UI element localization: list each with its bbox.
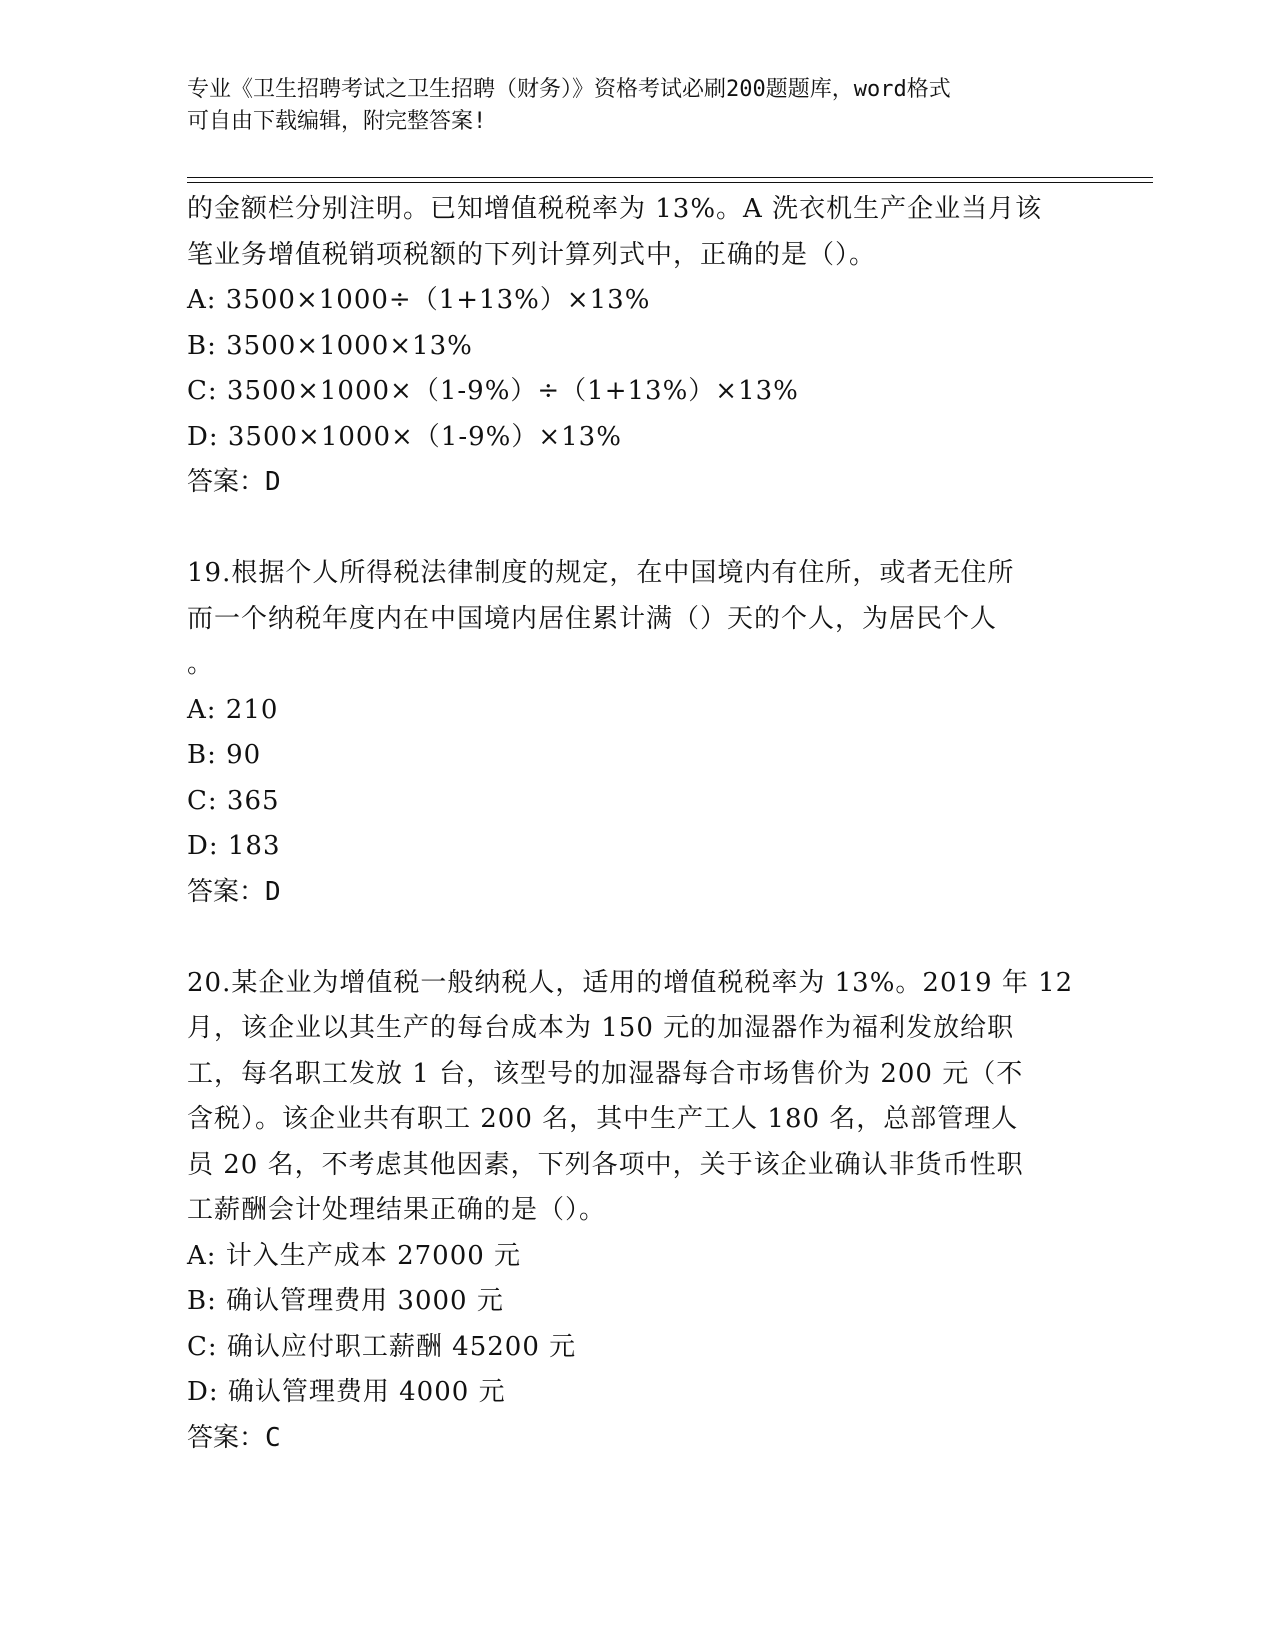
option-a: A: 3500×1000÷（1+13%）×13%: [187, 285, 651, 315]
option-c: C: 365: [187, 785, 280, 816]
question-20: [187, 961, 1087, 1462]
question-stem-line: 员 20 名，不考虑其他因素，下列各项中，关于该企业确认非货币性职: [187, 1149, 1024, 1180]
option-b: B: 确认管理费用 3000 元: [187, 1286, 504, 1316]
page-header: [187, 74, 1087, 138]
option-c: C: 确认应付职工薪酬 45200 元: [187, 1331, 577, 1362]
answer-line: 答案：D: [187, 467, 281, 497]
question-stem-line: 工薪酬会计处理结果正确的是（）。: [187, 1195, 607, 1225]
question-18: [187, 187, 1087, 506]
option-b: B: 90: [187, 740, 262, 770]
question-stem-line: 工，每名职工发放 1 台，该型号的加湿器每合市场售价为 200 元（不: [187, 1058, 1024, 1089]
option-d: D: 183: [187, 831, 281, 861]
question-stem-line: 20.某企业为增值税一般纳税人，适用的增值税税率为 13%。2019 年 12: [187, 967, 1074, 998]
spacer: [187, 915, 1087, 961]
question-19: [187, 551, 1087, 915]
header-divider-bottom: [187, 182, 1153, 183]
answer-line: 答案：D: [187, 876, 281, 907]
question-stem-line: 19.根据个人所得税法律制度的规定，在中国境内有住所，或者无住所: [187, 558, 1015, 588]
answer-line: 答案：C: [187, 1422, 281, 1453]
header-divider-top: [187, 177, 1153, 178]
option-b: B: 3500×1000×13%: [187, 330, 473, 361]
question-stem-line: 而一个纳税年度内在中国境内居住累计满（）天的个人，为居民个人: [187, 603, 998, 634]
header-title-line-2: 可自由下载编辑，附完整答案!: [187, 109, 487, 134]
spacer: [187, 506, 1087, 552]
option-c: C: 3500×1000×（1-9%）÷（1+13%）×13%: [187, 376, 799, 406]
question-stem-line: 含税）。该企业共有职工 200 名，其中生产工人 180 名，总部管理人: [187, 1104, 1019, 1134]
option-a: A: 计入生产成本 27000 元: [187, 1240, 522, 1271]
option-a: A: 210: [187, 694, 279, 725]
question-stem-line: 。: [187, 649, 215, 679]
question-stem-line: 笔业务增值税销项税额的下列计算列式中，正确的是（）。: [187, 239, 877, 270]
option-d: D: 确认管理费用 4000 元: [187, 1377, 506, 1407]
document-body: [187, 187, 1087, 1461]
option-d: D: 3500×1000×（1-9%）×13%: [187, 421, 622, 452]
header-title-line-1: 专业《卫生招聘考试之卫生招聘（财务）》资格考试必刷200题题库，word格式: [187, 77, 951, 102]
question-stem-line: 的金额栏分别注明。已知增值税税率为 13%。A 洗衣机生产企业当月该: [187, 194, 1043, 224]
question-stem-line: 月，该企业以其生产的每台成本为 150 元的加湿器作为福利发放给职: [187, 1013, 1015, 1043]
